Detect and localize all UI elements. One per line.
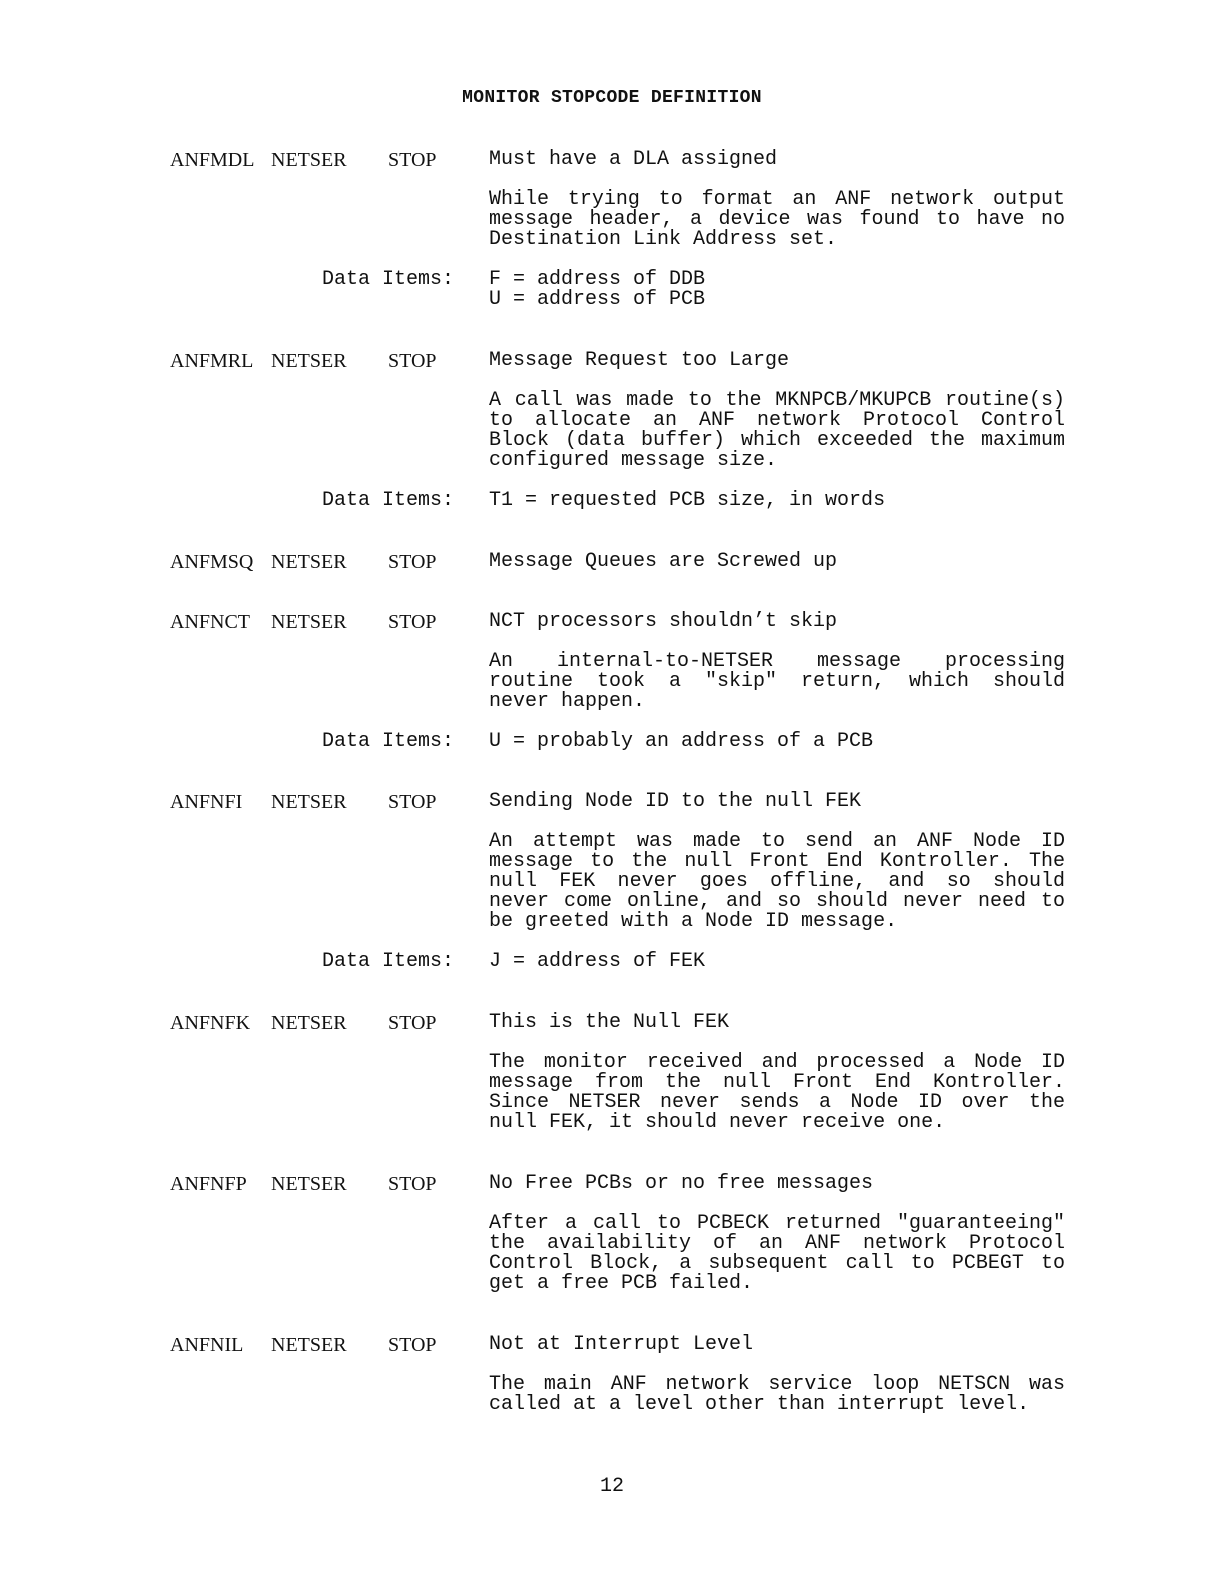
stopcode-type: STOP [388, 1334, 437, 1356]
stopcode-summary: Must have a DLA assigned [489, 148, 778, 171]
stopcode-module: NETSER [271, 1173, 347, 1195]
stopcode-type: STOP [388, 551, 437, 573]
stopcode-summary: Not at Interrupt Level [489, 1333, 754, 1356]
stopcode-name: ANFMSQ [170, 551, 254, 573]
data-item: U = address of PCB [489, 288, 706, 311]
stopcode-description: After a call to PCBECK returned "guaranteeing" the availability of an ANF network Protocol Control Block, a subsequent call to PCBEGT to get a free PCB failed. [489, 1212, 1065, 1295]
stopcode-name: ANFMRL [170, 350, 254, 372]
stopcode-module: NETSER [271, 611, 347, 633]
data-items-label: Data Items: [322, 489, 455, 512]
stopcode-type: STOP [388, 1173, 437, 1195]
stopcode-description: An internal-to-NETSER message processing routine took a "skip" return, which should never happen. [489, 650, 1065, 713]
stopcode-type: STOP [388, 791, 437, 813]
stopcode-name: ANFNCT [170, 611, 251, 633]
stopcode-module: NETSER [271, 1334, 347, 1356]
stopcode-name: ANFNFP [170, 1173, 247, 1195]
stopcode-name: ANFMDL [170, 149, 255, 171]
stopcode-module: NETSER [271, 551, 347, 573]
stopcode-module: NETSER [271, 149, 347, 171]
stopcode-summary: Message Request too Large [489, 349, 790, 372]
data-item: T1 = requested PCB size, in words [489, 489, 886, 512]
stopcode-entry-header [0, 150, 1224, 174]
stopcode-entry-header [0, 1335, 1224, 1359]
stopcode-summary: No Free PCBs or no free messages [489, 1172, 874, 1195]
stopcode-module: NETSER [271, 791, 347, 813]
stopcode-entry-header [0, 351, 1224, 375]
stopcode-entry-header [0, 612, 1224, 636]
stopcode-type: STOP [388, 611, 437, 633]
stopcode-description: The monitor received and processed a Node ID message from the null Front End Kontroller. Since NETSER never sends a Node ID over the null FEK, it should never receive one. [489, 1051, 1065, 1134]
stopcode-summary: NCT processors shouldn’t skip [489, 610, 838, 633]
stopcode-description: While trying to format an ANF network output message header, a device was found to have no Destination Link Address set. [489, 188, 1065, 251]
data-items-label: Data Items: [322, 730, 455, 753]
stopcode-name: ANFNFK [170, 1012, 251, 1034]
stopcode-entry-header [0, 792, 1224, 816]
data-item: F = address of DDB [489, 268, 706, 291]
data-item: J = address of FEK [489, 950, 706, 973]
stopcode-type: STOP [388, 350, 437, 372]
stopcode-module: NETSER [271, 1012, 347, 1034]
stopcode-entry-header [0, 1013, 1224, 1037]
stopcode-name: ANFNIL [170, 1334, 244, 1356]
stopcode-name: ANFNFI [170, 791, 243, 813]
stopcode-description: The main ANF network service loop NETSCN was called at a level other than interrupt level. [489, 1373, 1065, 1416]
data-item: U = probably an address of a PCB [489, 730, 874, 753]
stopcode-summary: Message Queues are Screwed up [489, 550, 838, 573]
stopcode-type: STOP [388, 149, 437, 171]
stopcode-description: An attempt was made to send an ANF Node ID message to the null Front End Kontroller. The null FEK never goes offline, and so should never come online, and so should never need to be greeted with a Node ID message. [489, 830, 1065, 933]
stopcode-entry-header [0, 1174, 1224, 1198]
stopcode-module: NETSER [271, 350, 347, 372]
data-items-label: Data Items: [322, 268, 455, 291]
stopcode-summary: This is the Null FEK [489, 1011, 730, 1034]
data-items-label: Data Items: [322, 950, 455, 973]
page-title: MONITOR STOPCODE DEFINITION [462, 88, 762, 108]
stopcode-summary: Sending Node ID to the null FEK [489, 790, 862, 813]
stopcode-entry-header [0, 552, 1224, 576]
page-number: 12 [599, 1475, 624, 1498]
stopcode-type: STOP [388, 1012, 437, 1034]
stopcode-description: A call was made to the MKNPCB/MKUPCB routine(s) to allocate an ANF network Protocol Control Block (data buffer) which exceeded the maximum configured message size. [489, 389, 1065, 472]
